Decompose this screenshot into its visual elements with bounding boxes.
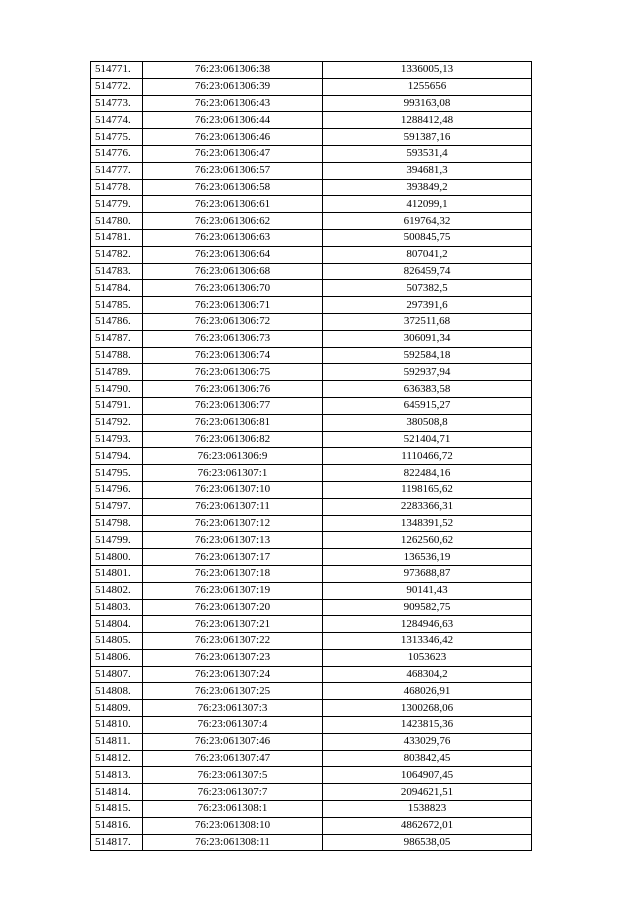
cadastral-number-cell: 76:23:061306:64 bbox=[143, 246, 323, 263]
cadastral-number-cell: 76:23:061306:9 bbox=[143, 448, 323, 465]
table-row bbox=[91, 750, 532, 767]
cadastral-value-cell: 136536,19 bbox=[323, 549, 532, 566]
row-number-cell: 514813. bbox=[91, 767, 143, 784]
cadastral-value-cell: 1255656 bbox=[323, 78, 532, 95]
row-number-cell: 514803. bbox=[91, 599, 143, 616]
row-number-cell: 514773. bbox=[91, 95, 143, 112]
row-number-cell: 514778. bbox=[91, 179, 143, 196]
table-row bbox=[91, 784, 532, 801]
cadastral-number-cell: 76:23:061306:68 bbox=[143, 263, 323, 280]
row-number-cell: 514784. bbox=[91, 280, 143, 297]
cadastral-value-cell: 500845,75 bbox=[323, 229, 532, 246]
cadastral-number-cell: 76:23:061308:10 bbox=[143, 817, 323, 834]
cadastral-number-cell: 76:23:061306:58 bbox=[143, 179, 323, 196]
table-row bbox=[91, 229, 532, 246]
row-number-cell: 514776. bbox=[91, 145, 143, 162]
row-number-cell: 514797. bbox=[91, 498, 143, 515]
table-row bbox=[91, 196, 532, 213]
cadastral-value-cell: 807041,2 bbox=[323, 246, 532, 263]
cadastral-value-cell: 1198165,62 bbox=[323, 481, 532, 498]
table-row bbox=[91, 246, 532, 263]
cadastral-number-cell: 76:23:061306:57 bbox=[143, 162, 323, 179]
cadastral-number-cell: 76:23:061306:76 bbox=[143, 381, 323, 398]
table-row bbox=[91, 297, 532, 314]
row-number-cell: 514772. bbox=[91, 78, 143, 95]
table-row bbox=[91, 683, 532, 700]
cadastral-number-cell: 76:23:061307:18 bbox=[143, 565, 323, 582]
row-number-cell: 514802. bbox=[91, 582, 143, 599]
cadastral-number-cell: 76:23:061306:47 bbox=[143, 145, 323, 162]
cadastral-number-cell: 76:23:061306:46 bbox=[143, 129, 323, 146]
table-row bbox=[91, 263, 532, 280]
table-row bbox=[91, 78, 532, 95]
cadastral-value-cell: 1336005,13 bbox=[323, 62, 532, 79]
cadastral-value-cell: 394681,3 bbox=[323, 162, 532, 179]
row-number-cell: 514787. bbox=[91, 330, 143, 347]
row-number-cell: 514786. bbox=[91, 313, 143, 330]
table-row bbox=[91, 95, 532, 112]
cadastral-value-cell: 507382,5 bbox=[323, 280, 532, 297]
cadastral-number-cell: 76:23:061307:7 bbox=[143, 784, 323, 801]
cadastral-value-cell: 521404,71 bbox=[323, 431, 532, 448]
row-number-cell: 514782. bbox=[91, 246, 143, 263]
cadastral-value-cell: 433029,76 bbox=[323, 733, 532, 750]
row-number-cell: 514793. bbox=[91, 431, 143, 448]
table-row bbox=[91, 582, 532, 599]
table-row bbox=[91, 565, 532, 582]
cadastral-value-cell: 973688,87 bbox=[323, 565, 532, 582]
table-row bbox=[91, 364, 532, 381]
cadastral-value-cell: 297391,6 bbox=[323, 297, 532, 314]
row-number-cell: 514775. bbox=[91, 129, 143, 146]
cadastral-number-cell: 76:23:061306:38 bbox=[143, 62, 323, 79]
row-number-cell: 514814. bbox=[91, 784, 143, 801]
cadastral-number-cell: 76:23:061306:44 bbox=[143, 112, 323, 129]
row-number-cell: 514800. bbox=[91, 549, 143, 566]
row-number-cell: 514788. bbox=[91, 347, 143, 364]
table-row bbox=[91, 330, 532, 347]
row-number-cell: 514794. bbox=[91, 448, 143, 465]
cadastral-number-cell: 76:23:061306:72 bbox=[143, 313, 323, 330]
cadastral-number-cell: 76:23:061306:73 bbox=[143, 330, 323, 347]
cadastral-value-cell: 372511,68 bbox=[323, 313, 532, 330]
table-row bbox=[91, 616, 532, 633]
cadastral-number-cell: 76:23:061306:74 bbox=[143, 347, 323, 364]
table-row bbox=[91, 313, 532, 330]
table-row bbox=[91, 381, 532, 398]
cadastral-value-cell: 1053623 bbox=[323, 649, 532, 666]
table-row bbox=[91, 62, 532, 79]
table-row bbox=[91, 733, 532, 750]
cadastral-value-cell: 2094621,51 bbox=[323, 784, 532, 801]
table-row bbox=[91, 767, 532, 784]
row-number-cell: 514780. bbox=[91, 213, 143, 230]
cadastral-number-cell: 76:23:061306:43 bbox=[143, 95, 323, 112]
cadastral-number-cell: 76:23:061308:1 bbox=[143, 801, 323, 818]
table-row bbox=[91, 498, 532, 515]
cadastral-number-cell: 76:23:061307:47 bbox=[143, 750, 323, 767]
table-row bbox=[91, 717, 532, 734]
row-number-cell: 514815. bbox=[91, 801, 143, 818]
table-body bbox=[91, 62, 532, 851]
cadastral-value-cell: 4862672,01 bbox=[323, 817, 532, 834]
cadastral-value-cell: 993163,08 bbox=[323, 95, 532, 112]
row-number-cell: 514809. bbox=[91, 700, 143, 717]
cadastral-number-cell: 76:23:061308:11 bbox=[143, 834, 323, 851]
table-row bbox=[91, 834, 532, 851]
row-number-cell: 514777. bbox=[91, 162, 143, 179]
cadastral-number-cell: 76:23:061307:1 bbox=[143, 465, 323, 482]
cadastral-number-cell: 76:23:061306:77 bbox=[143, 397, 323, 414]
cadastral-number-cell: 76:23:061307:19 bbox=[143, 582, 323, 599]
cadastral-number-cell: 76:23:061307:5 bbox=[143, 767, 323, 784]
cadastral-number-cell: 76:23:061307:23 bbox=[143, 649, 323, 666]
table-row bbox=[91, 649, 532, 666]
table-row bbox=[91, 817, 532, 834]
cadastral-value-cell: 412099,1 bbox=[323, 196, 532, 213]
cadastral-value-cell: 1262560,62 bbox=[323, 532, 532, 549]
row-number-cell: 514771. bbox=[91, 62, 143, 79]
table-row bbox=[91, 633, 532, 650]
table-row bbox=[91, 549, 532, 566]
row-number-cell: 514810. bbox=[91, 717, 143, 734]
cadastral-value-cell: 1423815,36 bbox=[323, 717, 532, 734]
cadastral-value-cell: 468304,2 bbox=[323, 666, 532, 683]
row-number-cell: 514808. bbox=[91, 683, 143, 700]
cadastral-value-cell: 1348391,52 bbox=[323, 515, 532, 532]
cadastral-number-cell: 76:23:061307:20 bbox=[143, 599, 323, 616]
row-number-cell: 514789. bbox=[91, 364, 143, 381]
table-row bbox=[91, 162, 532, 179]
row-number-cell: 514785. bbox=[91, 297, 143, 314]
cadastral-number-cell: 76:23:061307:24 bbox=[143, 666, 323, 683]
table-row bbox=[91, 448, 532, 465]
table-row bbox=[91, 112, 532, 129]
cadastral-value-cell: 909582,75 bbox=[323, 599, 532, 616]
table-row bbox=[91, 280, 532, 297]
cadastral-number-cell: 76:23:061307:13 bbox=[143, 532, 323, 549]
cadastral-value-table bbox=[90, 61, 532, 851]
cadastral-number-cell: 76:23:061306:62 bbox=[143, 213, 323, 230]
table-row bbox=[91, 213, 532, 230]
cadastral-value-cell: 2283366,31 bbox=[323, 498, 532, 515]
cadastral-number-cell: 76:23:061306:71 bbox=[143, 297, 323, 314]
cadastral-value-cell: 1284946,63 bbox=[323, 616, 532, 633]
cadastral-value-cell: 380508,8 bbox=[323, 414, 532, 431]
cadastral-value-cell: 593531,4 bbox=[323, 145, 532, 162]
row-number-cell: 514774. bbox=[91, 112, 143, 129]
cadastral-number-cell: 76:23:061307:10 bbox=[143, 481, 323, 498]
row-number-cell: 514805. bbox=[91, 633, 143, 650]
cadastral-value-cell: 592937,94 bbox=[323, 364, 532, 381]
table-row bbox=[91, 700, 532, 717]
row-number-cell: 514804. bbox=[91, 616, 143, 633]
row-number-cell: 514781. bbox=[91, 229, 143, 246]
row-number-cell: 514816. bbox=[91, 817, 143, 834]
cadastral-value-cell: 468026,91 bbox=[323, 683, 532, 700]
cadastral-number-cell: 76:23:061307:12 bbox=[143, 515, 323, 532]
row-number-cell: 514792. bbox=[91, 414, 143, 431]
table-row bbox=[91, 532, 532, 549]
table-row bbox=[91, 515, 532, 532]
row-number-cell: 514811. bbox=[91, 733, 143, 750]
cadastral-value-cell: 591387,16 bbox=[323, 129, 532, 146]
cadastral-number-cell: 76:23:061306:75 bbox=[143, 364, 323, 381]
table-row bbox=[91, 414, 532, 431]
table-row bbox=[91, 431, 532, 448]
cadastral-value-cell: 645915,27 bbox=[323, 397, 532, 414]
row-number-cell: 514783. bbox=[91, 263, 143, 280]
cadastral-value-cell: 803842,45 bbox=[323, 750, 532, 767]
row-number-cell: 514806. bbox=[91, 649, 143, 666]
row-number-cell: 514779. bbox=[91, 196, 143, 213]
row-number-cell: 514790. bbox=[91, 381, 143, 398]
cadastral-value-cell: 306091,34 bbox=[323, 330, 532, 347]
cadastral-value-cell: 90141,43 bbox=[323, 582, 532, 599]
row-number-cell: 514812. bbox=[91, 750, 143, 767]
cadastral-value-cell: 619764,32 bbox=[323, 213, 532, 230]
table-row bbox=[91, 481, 532, 498]
cadastral-number-cell: 76:23:061306:63 bbox=[143, 229, 323, 246]
cadastral-number-cell: 76:23:061307:4 bbox=[143, 717, 323, 734]
cadastral-value-cell: 592584,18 bbox=[323, 347, 532, 364]
cadastral-number-cell: 76:23:061306:70 bbox=[143, 280, 323, 297]
cadastral-number-cell: 76:23:061306:39 bbox=[143, 78, 323, 95]
row-number-cell: 514799. bbox=[91, 532, 143, 549]
cadastral-number-cell: 76:23:061306:61 bbox=[143, 196, 323, 213]
cadastral-value-cell: 1064907,45 bbox=[323, 767, 532, 784]
cadastral-value-cell: 393849,2 bbox=[323, 179, 532, 196]
cadastral-value-cell: 1313346,42 bbox=[323, 633, 532, 650]
row-number-cell: 514817. bbox=[91, 834, 143, 851]
cadastral-value-cell: 1110466,72 bbox=[323, 448, 532, 465]
cadastral-number-cell: 76:23:061307:11 bbox=[143, 498, 323, 515]
cadastral-number-cell: 76:23:061307:17 bbox=[143, 549, 323, 566]
table-row bbox=[91, 179, 532, 196]
cadastral-number-cell: 76:23:061306:81 bbox=[143, 414, 323, 431]
row-number-cell: 514795. bbox=[91, 465, 143, 482]
row-number-cell: 514807. bbox=[91, 666, 143, 683]
cadastral-number-cell: 76:23:061307:21 bbox=[143, 616, 323, 633]
cadastral-value-cell: 636383,58 bbox=[323, 381, 532, 398]
cadastral-number-cell: 76:23:061307:46 bbox=[143, 733, 323, 750]
cadastral-value-cell: 826459,74 bbox=[323, 263, 532, 280]
row-number-cell: 514791. bbox=[91, 397, 143, 414]
cadastral-number-cell: 76:23:061307:25 bbox=[143, 683, 323, 700]
cadastral-value-cell: 822484,16 bbox=[323, 465, 532, 482]
table-row bbox=[91, 347, 532, 364]
cadastral-value-cell: 1300268,06 bbox=[323, 700, 532, 717]
cadastral-number-cell: 76:23:061307:3 bbox=[143, 700, 323, 717]
table-row bbox=[91, 145, 532, 162]
table-row bbox=[91, 801, 532, 818]
cadastral-number-cell: 76:23:061307:22 bbox=[143, 633, 323, 650]
table-row bbox=[91, 465, 532, 482]
row-number-cell: 514796. bbox=[91, 481, 143, 498]
cadastral-value-cell: 1538823 bbox=[323, 801, 532, 818]
row-number-cell: 514798. bbox=[91, 515, 143, 532]
table-row bbox=[91, 397, 532, 414]
table-row bbox=[91, 666, 532, 683]
table-row bbox=[91, 129, 532, 146]
table-row bbox=[91, 599, 532, 616]
cadastral-value-cell: 1288412,48 bbox=[323, 112, 532, 129]
row-number-cell: 514801. bbox=[91, 565, 143, 582]
cadastral-number-cell: 76:23:061306:82 bbox=[143, 431, 323, 448]
cadastral-value-cell: 986538,05 bbox=[323, 834, 532, 851]
